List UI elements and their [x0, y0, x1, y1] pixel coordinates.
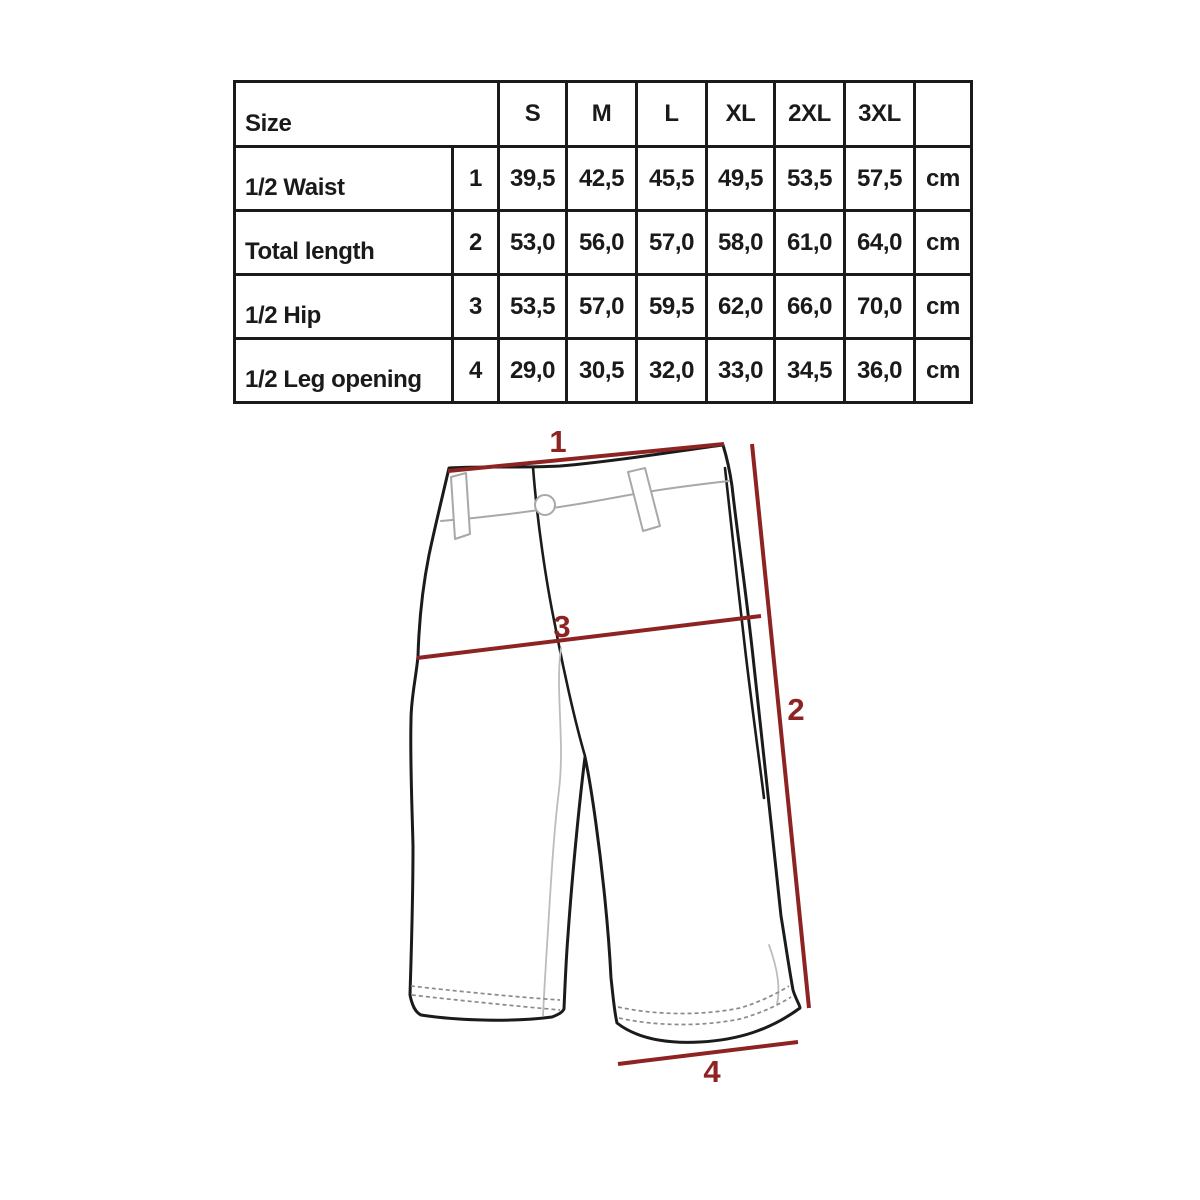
value-cell: 45,5 — [637, 147, 707, 211]
value-cell: 33,0 — [707, 339, 775, 403]
row-label: 1/2 Waist — [235, 147, 453, 211]
unit-cell: cm — [915, 147, 972, 211]
value-cell: 57,0 — [567, 275, 637, 339]
value-cell: 29,0 — [499, 339, 567, 403]
col-header-xl: XL — [707, 82, 775, 147]
measure-label-leg-opening: 4 — [703, 1054, 721, 1089]
row-ref-number: 1 — [453, 147, 499, 211]
col-header-2xl: 2XL — [775, 82, 845, 147]
col-header-3xl: 3XL — [845, 82, 915, 147]
measure-label-hip: 3 — [553, 609, 571, 644]
row-label: 1/2 Hip — [235, 275, 453, 339]
value-cell: 57,5 — [845, 147, 915, 211]
value-cell: 39,5 — [499, 147, 567, 211]
value-cell: 66,0 — [775, 275, 845, 339]
row-ref-number: 3 — [453, 275, 499, 339]
value-cell: 42,5 — [567, 147, 637, 211]
belt-loop-left — [451, 473, 470, 539]
value-cell: 70,0 — [845, 275, 915, 339]
button — [535, 495, 555, 515]
value-cell: 64,0 — [845, 211, 915, 275]
value-cell: 30,5 — [567, 339, 637, 403]
value-cell: 49,5 — [707, 147, 775, 211]
col-header-m: M — [567, 82, 637, 147]
value-cell: 59,5 — [637, 275, 707, 339]
row-label: Total length — [235, 211, 453, 275]
value-cell: 53,5 — [499, 275, 567, 339]
value-cell: 57,0 — [637, 211, 707, 275]
measure-label-waist: 1 — [549, 424, 567, 459]
unit-cell: cm — [915, 339, 972, 403]
value-cell: 58,0 — [707, 211, 775, 275]
size-corner-cell: Size — [235, 82, 499, 147]
measure-label-total-length: 2 — [787, 692, 805, 727]
value-cell: 32,0 — [637, 339, 707, 403]
col-header-s: S — [499, 82, 567, 147]
value-cell: 53,5 — [775, 147, 845, 211]
row-ref-number: 4 — [453, 339, 499, 403]
row-ref-number: 2 — [453, 211, 499, 275]
value-cell: 36,0 — [845, 339, 915, 403]
col-header-l: L — [637, 82, 707, 147]
row-label: 1/2 Leg opening — [235, 339, 453, 403]
unit-cell: cm — [915, 275, 972, 339]
value-cell: 61,0 — [775, 211, 845, 275]
value-cell: 62,0 — [707, 275, 775, 339]
value-cell: 56,0 — [567, 211, 637, 275]
value-cell: 34,5 — [775, 339, 845, 403]
value-cell: 53,0 — [499, 211, 567, 275]
unit-cell: cm — [915, 211, 972, 275]
